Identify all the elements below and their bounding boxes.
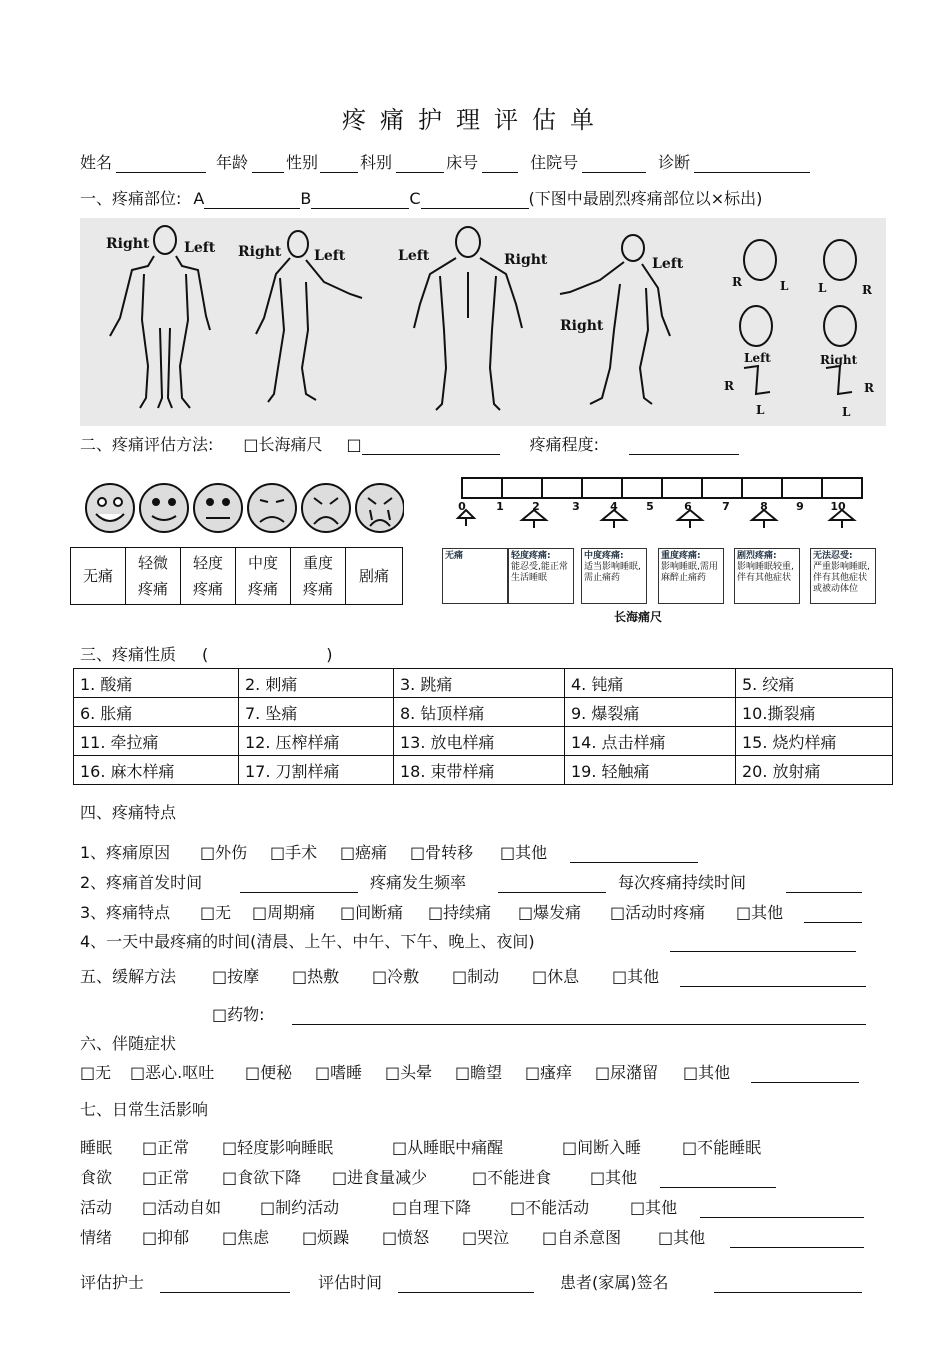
patient-sign-field[interactable] [714, 1274, 862, 1293]
nurse-field[interactable] [160, 1274, 290, 1293]
pain-nature-row [80, 642, 333, 665]
relief-drug-checkbox[interactable]: □药物: [212, 1005, 265, 1024]
level-severe[interactable]: 重度 疼痛 [291, 548, 346, 605]
feature-breakthrough-checkbox[interactable]: □爆发痛 [518, 903, 582, 922]
head4-l-label: L [842, 405, 851, 419]
side-a-right-label: Right [238, 244, 282, 260]
face-icon-5 [356, 484, 404, 532]
section4-heading: 四、疼痛特点 [80, 803, 177, 822]
body-figures [80, 218, 886, 426]
loc-a-label: A [193, 189, 205, 208]
section3-label: 三、疼痛性质 [80, 645, 177, 664]
loc-b-label: B [300, 189, 312, 208]
pain-nature-table [73, 668, 893, 785]
relief-rest-checkbox[interactable]: □休息 [532, 967, 580, 986]
feature-none-checkbox[interactable]: □无 [200, 903, 232, 922]
name-field[interactable] [116, 154, 206, 173]
pain-location-row [80, 186, 762, 209]
feature-other-checkbox[interactable]: □其他 [736, 903, 784, 922]
table-row [74, 756, 893, 785]
nature-cell[interactable]: 20. 放射痛 [736, 756, 893, 785]
pain-onset-row [80, 870, 862, 893]
head-l-label: L [780, 279, 789, 293]
pain-level-table [70, 547, 403, 605]
appetite-normal-checkbox[interactable]: □正常 [142, 1168, 190, 1187]
age-field[interactable] [252, 154, 284, 173]
sleep-wake-checkbox[interactable]: □从睡眠中痛醒 [392, 1138, 504, 1157]
face-icon-0 [86, 484, 134, 532]
loc-b-field[interactable] [311, 190, 409, 209]
symptoms-row [80, 1060, 859, 1083]
front-right-label: Right [106, 236, 150, 252]
bed-label: 床号 [446, 153, 479, 172]
table-row [74, 669, 893, 698]
symptom-itch-checkbox[interactable]: □瘙痒 [525, 1063, 573, 1082]
sex-field[interactable] [320, 154, 358, 173]
name-label: 姓名 [80, 153, 113, 172]
mood-crying-checkbox[interactable]: □哭泣 [462, 1228, 510, 1247]
pain-cause-row [80, 840, 698, 863]
head-right-label: Right [820, 353, 858, 367]
appetite-row [80, 1165, 776, 1188]
scale-tick-4: 4 [610, 500, 618, 513]
nature-cell[interactable]: 17. 刀割样痛 [239, 756, 394, 785]
feature-activity-checkbox[interactable]: □活动时疼痛 [610, 903, 706, 922]
section1-label: 一、疼痛部位: [80, 189, 182, 208]
symptom-delirium-checkbox[interactable]: □瞻望 [455, 1063, 503, 1082]
admission-label: 住院号 [530, 153, 579, 172]
relief-massage-checkbox[interactable]: □按摩 [212, 967, 260, 986]
onset-label: 2、疼痛首发时间 [80, 873, 203, 892]
mood-angry-checkbox[interactable]: □愤怒 [382, 1228, 430, 1247]
table-row [74, 698, 893, 727]
appetite-decline-checkbox[interactable]: □食欲下降 [222, 1168, 302, 1187]
head2-l-label: L [818, 281, 827, 295]
front-left-label: Left [184, 240, 216, 256]
pain-degree-label: 疼痛程度: [529, 435, 600, 454]
nature-cell[interactable]: 8. 钻顶样痛 [394, 698, 565, 727]
nature-cell[interactable]: 3. 跳痛 [394, 669, 565, 698]
symptom-other-field[interactable] [751, 1064, 859, 1083]
level-none[interactable]: 无痛 [71, 548, 126, 605]
scale-tick-8: 8 [760, 500, 768, 513]
relief-drug-field[interactable] [292, 1006, 866, 1025]
dept-label: 科别 [360, 153, 393, 172]
level-slight[interactable]: 轻微 疼痛 [126, 548, 181, 605]
header-row [80, 150, 810, 173]
head-left-label: Left [744, 351, 771, 365]
method-other-checkbox[interactable]: □ [346, 435, 362, 454]
appetite-other-checkbox[interactable]: □其他 [590, 1168, 638, 1187]
scale-tick-1: 1 [496, 500, 504, 513]
section6-heading: 六、伴随症状 [80, 1034, 177, 1053]
scale-tick-9: 9 [796, 500, 804, 513]
symptom-constipation-checkbox[interactable]: □便秘 [245, 1063, 293, 1082]
symptom-other-checkbox[interactable]: □其他 [683, 1063, 731, 1082]
face-icon-3 [248, 484, 296, 532]
activity-other-field[interactable] [700, 1199, 864, 1218]
activity-free-checkbox[interactable]: □活动自如 [142, 1198, 222, 1217]
side-b-left-label: Left [652, 256, 684, 272]
cause-cancer-checkbox[interactable]: □癌痛 [340, 843, 388, 862]
scale-tick-2: 2 [532, 500, 540, 513]
admission-field[interactable] [582, 154, 646, 173]
dept-field[interactable] [396, 154, 444, 173]
face-icon-4 [302, 484, 350, 532]
relief-row [80, 964, 866, 987]
eval-time-label: 评估时间 [318, 1273, 383, 1292]
nature-cell[interactable]: 10.撕裂痛 [736, 698, 893, 727]
diagnosis-label: 诊断 [658, 153, 691, 172]
feature-continuous-checkbox[interactable]: □持续痛 [428, 903, 492, 922]
sleep-mild-checkbox[interactable]: □轻度影响睡眠 [222, 1138, 334, 1157]
eval-time-field[interactable] [398, 1274, 534, 1293]
nature-cell[interactable]: 9. 爆裂痛 [565, 698, 736, 727]
relief-heat-checkbox[interactable]: □热敷 [292, 967, 340, 986]
head3-r-label: R [724, 379, 734, 393]
loc-a-field[interactable] [204, 190, 300, 209]
nature-cell[interactable]: 15. 烧灼样痛 [736, 727, 893, 756]
page-title: 疼痛护理评估单 [342, 106, 608, 134]
section2-label: 二、疼痛评估方法: [80, 435, 214, 454]
cause-label: 1、疼痛原因 [80, 843, 171, 862]
loc-c-field[interactable] [421, 190, 529, 209]
scale-box-mild: 轻度疼痛: 能忍受,能正常生活睡眠 [508, 548, 574, 604]
frequency-field[interactable] [498, 874, 606, 893]
nature-cell[interactable]: 12. 压榨样痛 [239, 727, 394, 756]
nature-cell[interactable]: 11. 牵拉痛 [74, 727, 239, 756]
cause-other-field[interactable] [570, 844, 698, 863]
level-mild[interactable]: 轻度 疼痛 [181, 548, 236, 605]
sleep-cannot-checkbox[interactable]: □不能睡眠 [682, 1138, 762, 1157]
feature-label: 3、疼痛特点 [80, 903, 171, 922]
appetite-less-checkbox[interactable]: □进食量减少 [332, 1168, 428, 1187]
nature-cell[interactable]: 13. 放电样痛 [394, 727, 565, 756]
relief-other-field[interactable] [680, 968, 866, 987]
worst-time-field[interactable] [670, 933, 856, 952]
face-icon-1 [140, 484, 188, 532]
pain-degree-field[interactable] [629, 436, 739, 455]
activity-label: 活动 [80, 1198, 113, 1217]
table-row [74, 727, 893, 756]
sleep-normal-checkbox[interactable]: □正常 [142, 1138, 190, 1157]
age-label: 年龄 [216, 153, 249, 172]
nature-cell[interactable]: 5. 绞痛 [736, 669, 893, 698]
cause-other-checkbox[interactable]: □其他 [500, 843, 548, 862]
scale-box-moderate: 中度疼痛: 适当影响睡眠,需止痛药 [581, 548, 647, 604]
nature-cell[interactable]: 16. 麻木样痛 [74, 756, 239, 785]
faces-scale [82, 480, 404, 542]
head-diagrams [740, 240, 856, 394]
head4-r-label: R [864, 381, 874, 395]
mood-irritable-checkbox[interactable]: □烦躁 [302, 1228, 350, 1247]
activity-restricted-checkbox[interactable]: □制约活动 [260, 1198, 340, 1217]
appetite-label: 食欲 [80, 1168, 113, 1187]
nature-paren-open: ( [202, 645, 209, 664]
scale-box-unbearable: 无法忍受: 严重影响睡眠,伴有其他症状或被动体位 [810, 548, 876, 604]
nature-cell[interactable]: 14. 点击样痛 [565, 727, 736, 756]
sleep-label: 睡眠 [80, 1138, 113, 1157]
mood-row [80, 1225, 864, 1248]
nature-cell[interactable]: 7. 坠痛 [239, 698, 394, 727]
feature-periodic-checkbox[interactable]: □周期痛 [252, 903, 316, 922]
appetite-other-field[interactable] [660, 1169, 776, 1188]
patient-sign-label: 患者(家属)签名 [560, 1273, 669, 1292]
scale-tick-10: 10 [830, 500, 846, 513]
nature-cell[interactable]: 19. 轻触痛 [565, 756, 736, 785]
symptom-none-checkbox[interactable]: □无 [80, 1063, 112, 1082]
method-changhai-checkbox[interactable]: □长海痛尺 [243, 435, 323, 454]
activity-cannot-checkbox[interactable]: □不能活动 [510, 1198, 590, 1217]
mood-depressed-checkbox[interactable]: □抑郁 [142, 1228, 190, 1247]
symptom-nausea-checkbox[interactable]: □恶心.呕吐 [130, 1063, 215, 1082]
scale-caption: 长海痛尺 [614, 610, 663, 624]
frequency-label: 疼痛发生频率 [370, 873, 467, 892]
signature-row [80, 1270, 862, 1293]
nurse-label: 评估护士 [80, 1273, 145, 1292]
head2-r-label: R [862, 283, 872, 297]
appetite-cannot-checkbox[interactable]: □不能进食 [472, 1168, 552, 1187]
worst-time-label: 4、一天中最疼痛的时间(清晨、上午、中午、下午、晚上、夜间) [80, 932, 535, 951]
assessment-method-row [80, 432, 739, 455]
scale-box-intense: 剧烈疼痛: 影响睡眠较重,伴有其他症状 [734, 548, 800, 604]
nature-cell[interactable]: 6. 胀痛 [74, 698, 239, 727]
section7-heading: 七、日常生活影响 [80, 1100, 209, 1119]
duration-field[interactable] [786, 874, 862, 893]
scale-box-severe: 重度疼痛: 影响睡眠,需用麻醉止痛药 [658, 548, 724, 604]
body-diagram[interactable] [80, 218, 886, 426]
changhai-pain-ruler [438, 468, 886, 628]
worst-time-row [80, 929, 856, 952]
scale-tick-0: 0 [458, 500, 466, 513]
symptom-dizzy-checkbox[interactable]: □头晕 [385, 1063, 433, 1082]
side-b-right-label: Right [560, 318, 604, 334]
symptom-retention-checkbox[interactable]: □尿潴留 [595, 1063, 659, 1082]
duration-label: 每次疼痛持续时间 [618, 873, 747, 892]
nature-cell[interactable]: 18. 束带样痛 [394, 756, 565, 785]
activity-selfcare-checkbox[interactable]: □自理下降 [392, 1198, 472, 1217]
nature-paren-close: ) [326, 645, 333, 664]
cause-surgery-checkbox[interactable]: □手术 [270, 843, 318, 862]
relief-drug-row [212, 1002, 866, 1025]
scale-tick-6: 6 [684, 500, 692, 513]
pain-feature-row [80, 900, 862, 923]
scale-tick-5: 5 [646, 500, 654, 513]
nature-cell[interactable]: 2. 刺痛 [239, 669, 394, 698]
activity-other-checkbox[interactable]: □其他 [630, 1198, 678, 1217]
diagnosis-field[interactable] [694, 154, 810, 173]
relief-cold-checkbox[interactable]: □冷敷 [372, 967, 420, 986]
head-r-label: R [732, 275, 742, 289]
mood-label: 情绪 [80, 1228, 113, 1247]
back-right-label: Right [504, 252, 548, 268]
level-moderate[interactable]: 中度 疼痛 [236, 548, 291, 605]
feature-other-field[interactable] [804, 904, 862, 923]
cause-bone-metastasis-checkbox[interactable]: □骨转移 [410, 843, 474, 862]
feature-intermittent-checkbox[interactable]: □间断痛 [340, 903, 404, 922]
cause-trauma-checkbox[interactable]: □外伤 [200, 843, 248, 862]
mood-anxious-checkbox[interactable]: □焦虑 [222, 1228, 270, 1247]
mood-suicidal-checkbox[interactable]: □自杀意图 [542, 1228, 622, 1247]
head3-l-label: L [756, 403, 765, 417]
side-a-left-label: Left [314, 248, 346, 264]
activity-row [80, 1195, 864, 1218]
nature-cell[interactable]: 1. 酸痛 [74, 669, 239, 698]
loc-c-label: C [409, 189, 421, 208]
scale-tick-7: 7 [722, 500, 730, 513]
bed-field[interactable] [482, 154, 518, 173]
onset-field[interactable] [240, 874, 358, 893]
sex-label: 性别 [286, 153, 319, 172]
mood-other-checkbox[interactable]: □其他 [658, 1228, 706, 1247]
level-extreme[interactable]: 剧痛 [346, 548, 403, 605]
scale-box-none: 无痛 [442, 548, 508, 604]
loc-note: (下图中最剧烈疼痛部位以×标出) [528, 189, 763, 208]
relief-immobilize-checkbox[interactable]: □制动 [452, 967, 500, 986]
method-other-field[interactable] [362, 436, 500, 455]
back-left-label: Left [398, 248, 430, 264]
symptom-drowsy-checkbox[interactable]: □嗜睡 [315, 1063, 363, 1082]
sleep-row [80, 1135, 782, 1158]
relief-other-checkbox[interactable]: □其他 [612, 967, 660, 986]
face-icon-2 [194, 484, 242, 532]
nature-cell[interactable]: 4. 钝痛 [565, 669, 736, 698]
sleep-intermittent-checkbox[interactable]: □间断入睡 [562, 1138, 642, 1157]
section5-label: 五、缓解方法 [80, 967, 177, 986]
mood-other-field[interactable] [730, 1229, 864, 1248]
scale-tick-3: 3 [572, 500, 580, 513]
